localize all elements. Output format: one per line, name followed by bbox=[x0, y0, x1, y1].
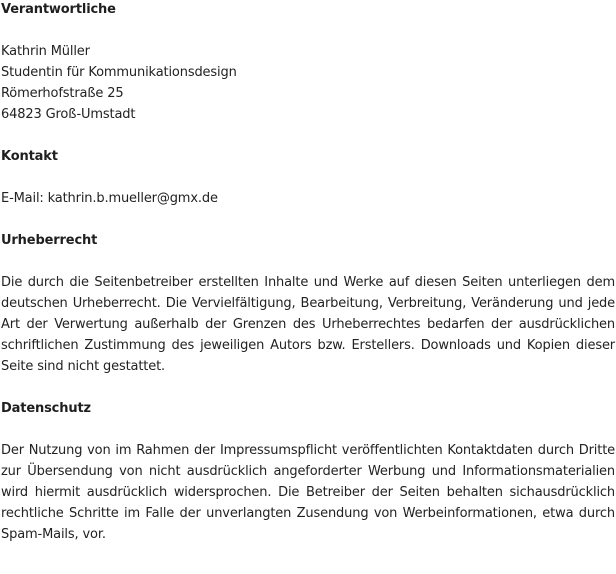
spacer bbox=[1, 377, 615, 398]
responsible-street: Römerhofstraße 25 bbox=[1, 86, 124, 101]
responsible-city: 64823 Groß-Umstadt bbox=[1, 107, 136, 122]
copyright-heading: Urheberrecht bbox=[1, 233, 98, 248]
privacy-heading: Datenschutz bbox=[1, 401, 91, 416]
privacy-text: Der Nutzung von im Rahmen der Impressumspflicht veröffentlichten Kontaktdaten durch Dritte zur Übersendung von nicht ausdrücklich angeforderter Werbung und Informationsmaterialien wird hiermit ausdrücklich widersprochen. Die Betreiber der Seiten behalten sichausdrücklich rechtliche Schritte im Falle der unverlangten Zusendung von Werbeinformationen, etwa durch Spam-Mails, vor. bbox=[1, 443, 615, 542]
responsible-heading: Verantwortliche bbox=[1, 2, 116, 17]
contact-heading: Kontakt bbox=[1, 149, 58, 164]
imprint-content bbox=[1, 0, 615, 545]
spacer bbox=[1, 419, 615, 440]
spacer bbox=[1, 251, 615, 272]
spacer bbox=[1, 20, 615, 41]
copyright-text: Die durch die Seitenbetreiber erstellten Inhalte und Werke auf diesen Seiten unterliegen dem deutschen Urheberrecht. Die Vervielfältigung, Bearbeitung, Verbreitung, Veränderung und jede Art der Verwertung außerhalb der Grenzen des Urheberrechtes bedarfen der ausdrücklichen schriftlichen Zustimmung des jeweiligen Autors bzw. Erstellers. Downloads und Kopien dieser Seite sind nicht gestattet. bbox=[1, 275, 615, 374]
spacer bbox=[1, 125, 615, 146]
spacer bbox=[1, 167, 615, 188]
contact-email: E-Mail: kathrin.b.mueller@gmx.de bbox=[1, 191, 218, 206]
responsible-role: Studentin für Kommunikationsdesign bbox=[1, 65, 237, 80]
spacer bbox=[1, 209, 615, 230]
responsible-name: Kathrin Müller bbox=[1, 44, 90, 59]
